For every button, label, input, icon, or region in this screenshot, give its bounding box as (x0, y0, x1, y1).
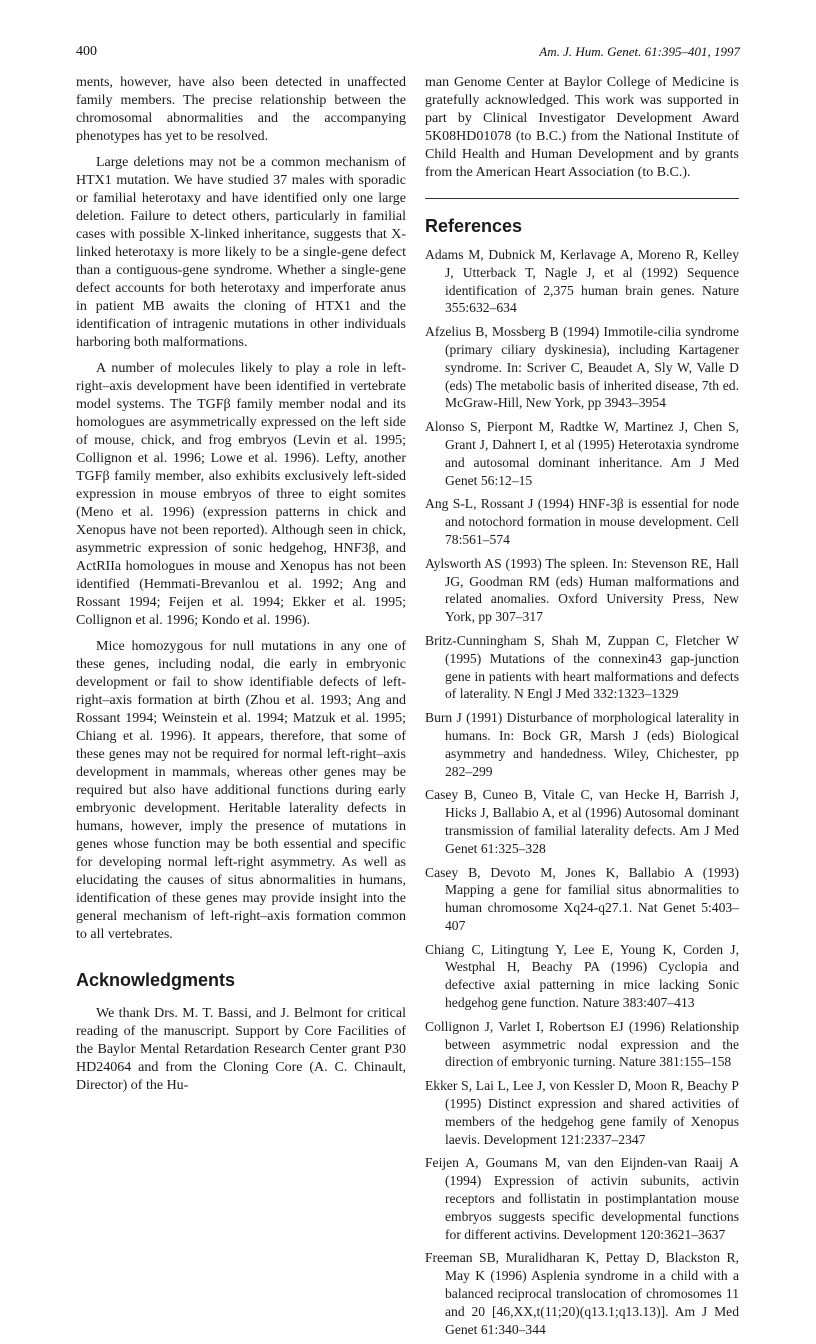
reference-item: Burn J (1991) Disturbance of morphological laterality in humans. In: Bock GR, Marsh J (eds) Biological asymmetry and handedness. Wiley, Chichester, pp 282–299 (425, 710, 739, 779)
acknowledgments-heading: Acknowledgments (76, 970, 236, 990)
reference-item: Adams M, Dubnick M, Kerlavage A, Moreno R, Kelley J, Utterback T, Nagle J, et al (1992) Sequence identification of 2,375 human brain genes. Nature 355:632–634 (425, 247, 739, 316)
reference-item: Britz-Cunningham S, Shah M, Zuppan C, Fletcher W (1995) Mutations of the connexin43 gap-junction gene in patients with heart malformations and defects of laterality. N Engl J Med 332:1323–1329 (425, 632, 739, 702)
page-number: 400 (76, 44, 97, 59)
reference-item: Casey B, Cuneo B, Vitale C, van Hecke H, Barrish J, Hicks J, Ballabio A, et al (1996) Autosomal dominant transmission of familial laterality defects. Am J Med Genet 61:325–328 (425, 787, 739, 856)
acknowledgments-text: We thank Drs. M. T. Bassi, and J. Belmont for critical reading of the manuscript. Support by Core Facilities of the Baylor Mental Retardation Research Center grant P30 HD24064 and from the Cloning Core (A. C. Chinault, Director) of the Hu- (76, 1006, 406, 1093)
acknowledgments-text-continued: man Genome Center at Baylor College of Medicine is gratefully acknowledged. This work was supported in part by Clinical Investigator Development Award 5K08HD01078 (to B.C.) from the National Institute of Child Health and Human Development and by grants from the American Heart Association (to B.C.). (425, 75, 739, 180)
right-column (425, 74, 739, 1344)
reference-list (425, 246, 739, 1338)
divider (425, 198, 739, 199)
reference-item: Casey B, Devoto M, Jones K, Ballabio A (1993) Mapping a gene for familial situs abnormalities to human chromosome Xq24-q27.1. Nat Genet 5:403–407 (425, 864, 739, 933)
references-heading: References (425, 216, 523, 236)
reference-item: Feijen A, Goumans M, van den Eijnden-van Raaij A (1994) Expression of activin subunits, activin receptors and follistatin in postimplantation mouse embryos suggests specific developmental functions for different activins. Development 120:3621–3637 (425, 1155, 739, 1242)
reference-item: Collignon J, Varlet I, Robertson EJ (1996) Relationship between asymmetric nodal expression and the direction of embryonic turning. Nature 381:155–158 (425, 1018, 739, 1070)
body-paragraph: ments, however, have also been detected in unaffected family members. The precise relationship between the chromosomal abnormalities and the accompanying phenotypes has yet to be resolved. (76, 75, 406, 144)
reference-item: Afzelius B, Mossberg B (1994) Immotile-cilia syndrome (primary ciliary dyskinesia), including Kartagener syndrome. In: Scriver C, Beaudet A, Sly W, Valle D (eds) The metabolic basis of inherited disease, 7th ed. McGraw-Hill, New York, pp 3943–3954 (425, 324, 739, 411)
reference-item: Ekker S, Lai L, Lee J, von Kessler D, Moon R, Beachy P (1995) Distinct expression and shared activities of members of the hedgehog gene family of Xenopus laevis. Development 121:2337–2347 (425, 1078, 739, 1147)
reference-item: Ang S-L, Rossant J (1994) HNF-3β is essential for node and notochord formation in mouse development. Cell 78:561–574 (425, 496, 739, 547)
reference-item: Chiang C, Litingtung Y, Lee E, Young K, Corden J, Westphal H, Beachy PA (1996) Cyclopia and defective axial patterning in mice lacking Sonic hedgehog gene function. Nature 383:407–413 (425, 941, 739, 1011)
reference-item: Freeman SB, Muralidharan K, Pettay D, Blackston R, May K (1996) Asplenia syndrome in a child with a balanced reciprocal translocation of chromosomes 11 and 20 [46,XX,t(11;20)(q13.1;q13.13)]. Am J Med Genet 61:340–344 (425, 1250, 739, 1337)
running-head: Am. J. Hum. Genet. 61:395–401, 1997 (539, 44, 740, 59)
left-column (76, 74, 406, 1095)
reference-item: Alonso S, Pierpont M, Radtke W, Martinez J, Chen S, Grant J, Dahnert I, et al (1995) Heterotaxia syndrome and autosomal dominant inheritance. Am J Med Genet 56:12–15 (425, 419, 739, 488)
body-paragraph: Mice homozygous for null mutations in any one of these genes, including nodal, die early in embryonic development or fail to show identifiable defects of left-right–axis formation at birth (Zhou et al. 1993; Ang and Rossant 1994; Weinstein et al. 1994; Matzuk et al. 1995; Chiang et al. 1996). It appears, therefore, that some of these genes may not be required for normal left-right–axis development in mammals, whereas other genes may be required but also have additional functions during early embryonic development. Heritable laterality defects in humans, however, imply the presence of mutations in genes whose function may be both essential and specific for developing normal left-right asymmetry. As well as elucidating the causes of situs abnormalities in humans, identification of these genes may provide insight into the general mechanism of left-right–axis formation common to all vertebrates. (76, 639, 406, 942)
body-paragraph: A number of molecules likely to play a role in left-right–axis development have been identified in vertebrate model systems. The TGFβ family member nodal and its homologues are asymmetrically expressed on the left side of mouse, chick, and frog embryos (Levin et al. 1995; Collignon et al. 1996; Lowe et al. 1996). Lefty, another TGFβ family member, also exhibits exclusively left-sided expression in mouse embryos of three to eight somites (Meno et al. 1996) (expression patterns in chick and Xenopus have not been reported). Although seen in chick, asymmetric expression of sonic hedgehog, HNF3β, and ActRIIa homologues in mouse and Xenopus has not been identified (Hemmati-Brevanlou et al. 1992; Ang and Rossant 1994; Feijen et al. 1994; Ekker et al. 1995; Collignon et al. 1996; Kondo et al. 1996). (76, 361, 406, 628)
reference-item: Aylsworth AS (1993) The spleen. In: Stevenson RE, Hall JG, Goodman RM (eds) Human malformations and related anomalies. Oxford University Press, New York, pp 307–317 (425, 555, 739, 625)
body-paragraph: Large deletions may not be a common mechanism of HTX1 mutation. We have studied 37 males with sporadic or familial heterotaxy and have identified only one large deletion. Failure to detect others, particularly in familial cases with possible X-linked inheritance, suggests that X-linked heterotaxy is more likely to be a single-gene defect than a contiguous-gene syndrome. Whether a single-gene defect accounts for both heterotaxy and imperforate anus in patient MB awaits the cloning of HTX1 and the identification of intragenic mutations in other individuals harboring both malformations. (76, 155, 406, 350)
